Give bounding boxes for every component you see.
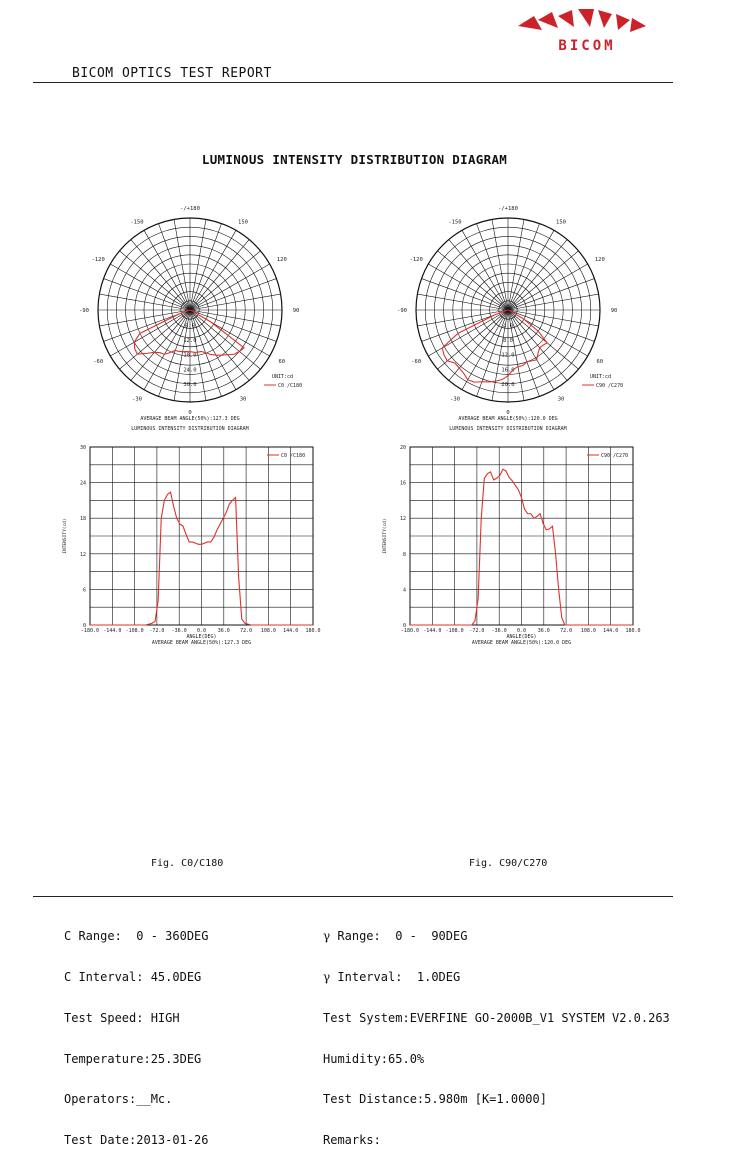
test-params-left bbox=[64, 903, 209, 1161]
polar-radial-tick: 0.0 bbox=[185, 309, 195, 315]
line-x-tick-label: 180.0 bbox=[305, 628, 321, 634]
line-x-axis-label: ANGLE(DEG) bbox=[186, 634, 217, 640]
test-system: Test System:EVERFINE GO-2000B_V1 SYSTEM V2.0.263 bbox=[323, 1010, 670, 1025]
polar-radial-tick: 18.0 bbox=[183, 352, 197, 359]
logo-fan-icon bbox=[518, 9, 646, 32]
polar-angle-label: 150 bbox=[556, 219, 566, 226]
polar-angle-label: -60 bbox=[93, 359, 104, 365]
c-range: C Range: 0 - 360DEG bbox=[64, 929, 209, 944]
polar-angle-label: 60 bbox=[278, 359, 286, 365]
polar-angle-label: -/+180 bbox=[498, 206, 518, 212]
polar-angle-label: 120 bbox=[594, 257, 605, 263]
line-y-tick-label: 12 bbox=[399, 516, 406, 523]
polar-radial-tick: 0.0 bbox=[503, 309, 513, 315]
test-date: Test Date:2013-01-26 bbox=[64, 1133, 209, 1148]
polar-angle-label: 0 bbox=[506, 410, 510, 416]
polar-radial-tick: 20.0 bbox=[501, 381, 515, 388]
polar-angle-label: 90 bbox=[292, 308, 300, 314]
polar-radial-tick: 4.0 bbox=[503, 323, 513, 330]
line-x-tick-label: -72.0 bbox=[469, 628, 485, 634]
polar-angle-label: -60 bbox=[411, 359, 422, 365]
footer-divider bbox=[33, 896, 673, 897]
polar-legend-label: C90 /C270 bbox=[596, 383, 624, 389]
polar-beam-angle-label: AVERAGE BEAM ANGLE(50%):127.3 DEG bbox=[140, 416, 240, 422]
polar-angle-label: -150 bbox=[130, 219, 144, 226]
line-beam-angle-label: AVERAGE BEAM ANGLE(50%):127.3 DEG bbox=[151, 640, 252, 646]
line-x-tick-label: 0.0 bbox=[516, 628, 527, 634]
temperature: Temperature:25.3DEG bbox=[64, 1051, 202, 1066]
test-speed: Test Speed: HIGH bbox=[64, 1010, 180, 1025]
operators: Operators:__Mc. bbox=[64, 1092, 173, 1107]
line-y-tick-label: 24 bbox=[79, 480, 86, 487]
polar-angle-label: 90 bbox=[610, 308, 618, 314]
line-y-axis-label: INTENSITY(cd) bbox=[383, 518, 388, 554]
polar-angle-label: 150 bbox=[238, 219, 248, 226]
line-chart-c90-c270 bbox=[375, 440, 650, 650]
polar-angle-label: 120 bbox=[276, 257, 287, 263]
c-interval: C Interval: 45.0DEG bbox=[64, 969, 202, 984]
test-distance: Test Distance:5.980m [K=1.0000] bbox=[323, 1092, 547, 1107]
line-x-tick-label: 72.0 bbox=[560, 628, 573, 634]
line-y-tick-label: 0 bbox=[82, 623, 86, 629]
line-y-tick-label: 4 bbox=[402, 587, 406, 594]
polar-angle-label: 60 bbox=[596, 359, 604, 365]
line-x-axis-label: ANGLE(DEG) bbox=[506, 634, 537, 640]
polar-radial-tick: 6.0 bbox=[185, 323, 195, 330]
polar-angle-label: -90 bbox=[397, 308, 407, 314]
line-x-tick-label: -180.0 bbox=[400, 628, 420, 634]
line-x-tick-label: 144.0 bbox=[603, 628, 619, 634]
polar-angle-label: 30 bbox=[557, 396, 565, 403]
line-legend-label: C90 /C270 bbox=[601, 453, 629, 459]
gamma-interval: γ Interval: 1.0DEG bbox=[323, 969, 461, 984]
polar-chart-c90-c270 bbox=[388, 200, 648, 445]
figure-caption-c90-c270: Fig. C90/C270 bbox=[469, 858, 548, 869]
polar-angle-label: 0 bbox=[188, 410, 192, 416]
line-x-tick-label: 72.0 bbox=[240, 628, 253, 634]
line-y-tick-label: 8 bbox=[402, 551, 406, 558]
line-x-tick-label: -108.0 bbox=[125, 628, 144, 634]
polar-angle-label: -120 bbox=[91, 257, 105, 263]
line-x-tick-label: 36.0 bbox=[537, 628, 550, 634]
line-chart-c0-c180 bbox=[55, 440, 330, 650]
line-y-tick-label: 0 bbox=[402, 623, 406, 629]
polar-radial-tick: 16.0 bbox=[501, 367, 515, 374]
header-divider bbox=[33, 82, 673, 83]
test-params-right bbox=[323, 903, 670, 1161]
line-y-tick-label: 6 bbox=[82, 587, 86, 594]
polar-subtitle: LUMINOUS INTENSITY DISTRIBUTION DIAGRAM bbox=[131, 426, 249, 432]
line-x-tick-label: -144.0 bbox=[103, 628, 122, 634]
polar-angle-label: -120 bbox=[409, 257, 423, 263]
figure-caption-c0-c180: Fig. C0/C180 bbox=[151, 858, 224, 869]
gamma-range: γ Range: 0 - 90DEG bbox=[323, 929, 468, 944]
line-y-tick-label: 20 bbox=[399, 445, 406, 451]
humidity: Humidity:65.0% bbox=[323, 1051, 425, 1066]
polar-legend-label: C0 /C180 bbox=[278, 383, 303, 389]
polar-radial-tick: 24.0 bbox=[183, 367, 197, 374]
polar-angle-label: -150 bbox=[448, 219, 462, 226]
line-x-tick-label: -108.0 bbox=[445, 628, 464, 634]
line-x-tick-label: 0.0 bbox=[196, 628, 207, 634]
polar-angle-label: -/+180 bbox=[180, 206, 200, 212]
line-x-tick-label: 108.0 bbox=[580, 628, 596, 634]
line-y-tick-label: 30 bbox=[79, 445, 86, 451]
polar-chart-c0-c180 bbox=[70, 200, 330, 445]
polar-angle-label: -90 bbox=[79, 308, 89, 314]
polar-beam-angle-label: AVERAGE BEAM ANGLE(50%):120.0 DEG bbox=[458, 416, 558, 422]
polar-angle-label: -30 bbox=[132, 396, 142, 403]
line-beam-angle-label: AVERAGE BEAM ANGLE(50%):120.0 DEG bbox=[471, 640, 572, 646]
polar-unit-label: UNIT:cd bbox=[272, 374, 294, 380]
polar-radial-tick: 12.0 bbox=[501, 352, 515, 359]
polar-subtitle: LUMINOUS INTENSITY DISTRIBUTION DIAGRAM bbox=[449, 426, 567, 432]
remarks: Remarks: bbox=[323, 1133, 381, 1148]
polar-radial-tick: 8.0 bbox=[503, 338, 513, 345]
polar-angle-label: -30 bbox=[450, 396, 460, 403]
gamma-symbol: γ bbox=[323, 969, 331, 984]
line-y-tick-label: 18 bbox=[79, 516, 86, 523]
line-y-tick-label: 12 bbox=[79, 551, 86, 558]
line-x-tick-label: 108.0 bbox=[260, 628, 276, 634]
line-legend-label: C0 /C180 bbox=[281, 453, 306, 459]
line-x-tick-label: -180.0 bbox=[80, 628, 100, 634]
polar-radial-tick: 12.0 bbox=[183, 338, 197, 345]
logo-text: BICOM bbox=[558, 38, 616, 54]
line-x-tick-label: -144.0 bbox=[423, 628, 442, 634]
line-y-axis-label: INTENSITY(cd) bbox=[63, 518, 68, 554]
report-title: BICOM OPTICS TEST REPORT bbox=[72, 66, 272, 81]
polar-angle-label: 30 bbox=[239, 396, 247, 403]
polar-unit-label: UNIT:cd bbox=[590, 374, 612, 380]
gamma-symbol: γ bbox=[323, 929, 331, 944]
line-x-tick-label: 180.0 bbox=[625, 628, 641, 634]
line-x-tick-label: 36.0 bbox=[217, 628, 230, 634]
line-y-tick-label: 16 bbox=[399, 480, 406, 487]
line-x-tick-label: -36.0 bbox=[491, 628, 507, 634]
polar-radial-tick: 30.0 bbox=[183, 381, 197, 388]
line-x-tick-label: -36.0 bbox=[171, 628, 187, 634]
line-x-tick-label: 144.0 bbox=[283, 628, 299, 634]
line-x-tick-label: -72.0 bbox=[149, 628, 165, 634]
diagram-title: LUMINOUS INTENSITY DISTRIBUTION DIAGRAM bbox=[201, 152, 508, 167]
bicom-logo bbox=[512, 8, 662, 54]
